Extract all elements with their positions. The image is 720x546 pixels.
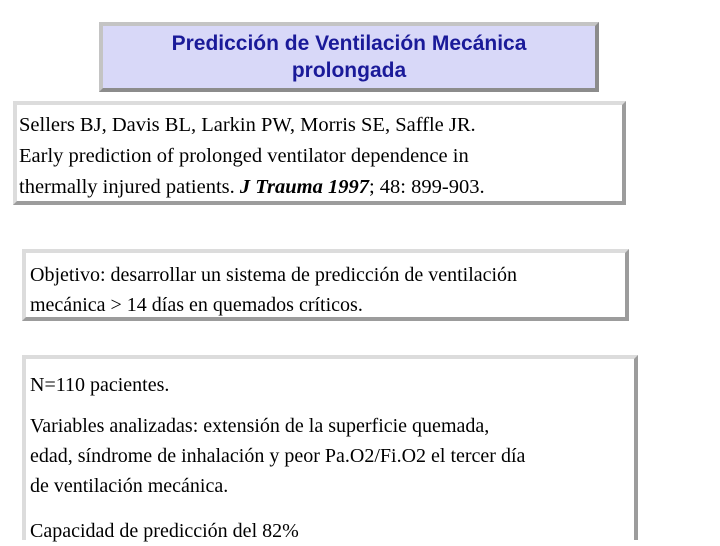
journal-citation: J Trauma 1997 [239, 176, 369, 198]
patient-count: N=110 pacientes. [30, 374, 170, 396]
patients-box [22, 355, 638, 540]
title-line-1: Predicción de Ventilación Mecánica [171, 32, 527, 55]
variables-paragraph [30, 411, 634, 501]
variables-line-3: de ventilación mecánica. [30, 475, 229, 497]
objective-box [22, 249, 629, 321]
variables-line-2: edad, síndrome de inhalación y peor Pa.O2/Fi.O2 el tercer día [30, 445, 526, 467]
reference-line-3-start: thermally injured patients. [19, 176, 240, 198]
reference-box [13, 101, 626, 205]
objective-line-2: mecánica > 14 días en quemados críticos. [30, 294, 363, 316]
page-title [172, 30, 527, 84]
reference-line-3-end: ; 48: 899-903. [368, 176, 485, 198]
title-line-2: prolongada [291, 59, 407, 82]
prediction-capacity: Capacidad de predicción del 82% [30, 520, 299, 542]
reference-line-3 [19, 172, 622, 203]
objective-line-1: Objetivo: desarrollar un sistema de predicción de ventilación [30, 264, 518, 286]
reference-line-1: Sellers BJ, Davis BL, Larkin PW, Morris SE, Saffle JR. [19, 114, 476, 136]
reference-line-2: Early prediction of prolonged ventilator dependence in [19, 145, 469, 167]
title-box [99, 22, 599, 92]
variables-line-1: Variables analizadas: extensión de la superficie quemada, [30, 415, 490, 437]
